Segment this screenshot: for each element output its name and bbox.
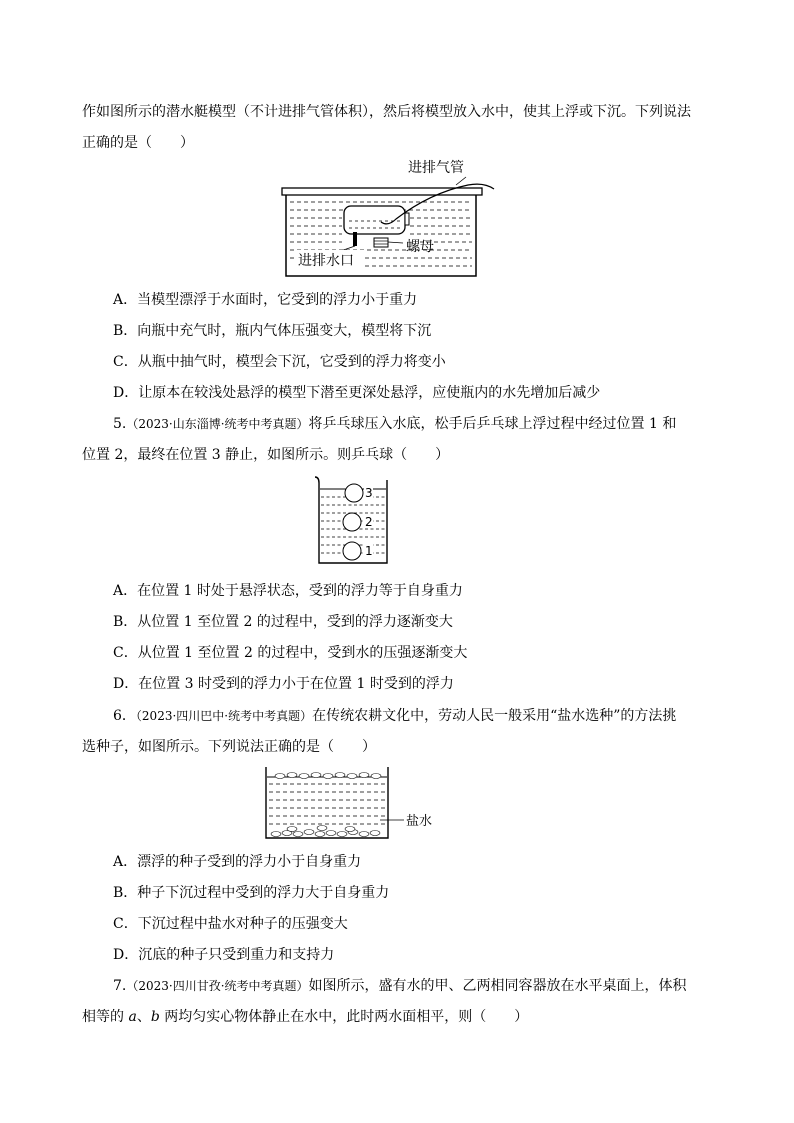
- q4-option-c: C．从瓶中抽气时，模型会下沉，它受到的浮力将变小: [113, 354, 446, 370]
- q7-stem-line-1: [113, 977, 687, 995]
- q7-line2-post: 两均匀实心物体静止在水中，此时两水面相平，则（ ）: [159, 1009, 529, 1025]
- q7-line2-mid: 、: [136, 1009, 151, 1025]
- var-a: a: [128, 1009, 137, 1025]
- position-2-label: 2: [365, 515, 373, 529]
- position-3-label: 3: [365, 486, 373, 500]
- q5-stem-text: 将乒乓球压入水底，松手后乒乓球上浮过程中经过位置 1 和: [308, 416, 677, 432]
- submarine-model-figure: [270, 155, 500, 280]
- q4-stem-line-1: 作如图所示的潜水艇模型（不计进排气管体积），然后将模型放入水中，使其上浮或下沉。下列说法: [82, 104, 691, 120]
- inlet-label: 进排水口: [298, 253, 354, 269]
- q7-number: 7.: [113, 978, 127, 994]
- salt-water-figure: [262, 765, 442, 845]
- q5-stem-line-1: [113, 415, 676, 433]
- salt-water-label: 盐水: [406, 814, 433, 829]
- q4-option-a: A．当模型漂浮于水面时，它受到的浮力小于重力: [113, 292, 418, 308]
- q6-option-c: C．下沉过程中盐水对种子的压强变大: [113, 916, 348, 932]
- pipe-label: 进排气管: [408, 160, 464, 176]
- q4-stem-line-2: 正确的是（ ）: [82, 135, 194, 151]
- q5-option-d: D．在位置 3 时受到的浮力小于在位置 1 时受到的浮力: [113, 676, 454, 692]
- beaker-pingpong-figure: [312, 475, 398, 570]
- position-1-label: 1: [365, 544, 373, 558]
- q6-stem-line-1: [113, 707, 676, 725]
- q5-option-a: A．在位置 1 时处于悬浮状态，受到的浮力等于自身重力: [113, 583, 463, 599]
- q7-source: （2023·四川甘孜·统考中考真题）: [126, 979, 309, 993]
- q5-number: 5.: [113, 416, 127, 432]
- q5-stem-line-2: 位置 2，最终在位置 3 静止，如图所示。则乒乓球（ ）: [82, 447, 450, 463]
- q6-source: （2023·四川巴中·统考中考真题）: [135, 709, 313, 723]
- q4-option-b: B．向瓶中充气时，瓶内气体压强变大，模型将下沉: [113, 323, 432, 339]
- q6-number: 6．: [113, 708, 136, 724]
- var-b: b: [150, 1009, 160, 1025]
- q6-option-a: A．漂浮的种子受到的浮力小于自身重力: [113, 854, 362, 870]
- q6-option-d: D．沉底的种子只受到重力和支持力: [113, 947, 335, 963]
- q7-line2-pre: 相等的: [82, 1009, 129, 1025]
- q5-source: （2023·山东淄博·统考中考真题）: [126, 417, 309, 431]
- q7-stem-text: 如图所示，盛有水的甲、乙两相同容器放在水平桌面上，体积: [308, 978, 687, 994]
- q4-option-d: D．让原本在较浅处悬浮的模型下潜至更深处悬浮，应使瓶内的水先增加后减少: [113, 385, 601, 401]
- q6-stem-line-2: 选种子，如图所示。下列说法正确的是（ ）: [82, 739, 376, 755]
- q6-option-b: B．种子下沉过程中受到的浮力大于自身重力: [113, 885, 390, 901]
- nut-label: 螺母: [406, 239, 434, 255]
- q5-option-b: B．从位置 1 至位置 2 的过程中，受到的浮力逐渐变大: [113, 614, 453, 630]
- q5-option-c: C．从位置 1 至位置 2 的过程中，受到水的压强逐渐变大: [113, 645, 468, 661]
- q6-stem-text: 在传统农耕文化中，劳动人民一般采用“盐水选种”的方法挑: [312, 708, 677, 724]
- q7-stem-line-2: [82, 1008, 528, 1026]
